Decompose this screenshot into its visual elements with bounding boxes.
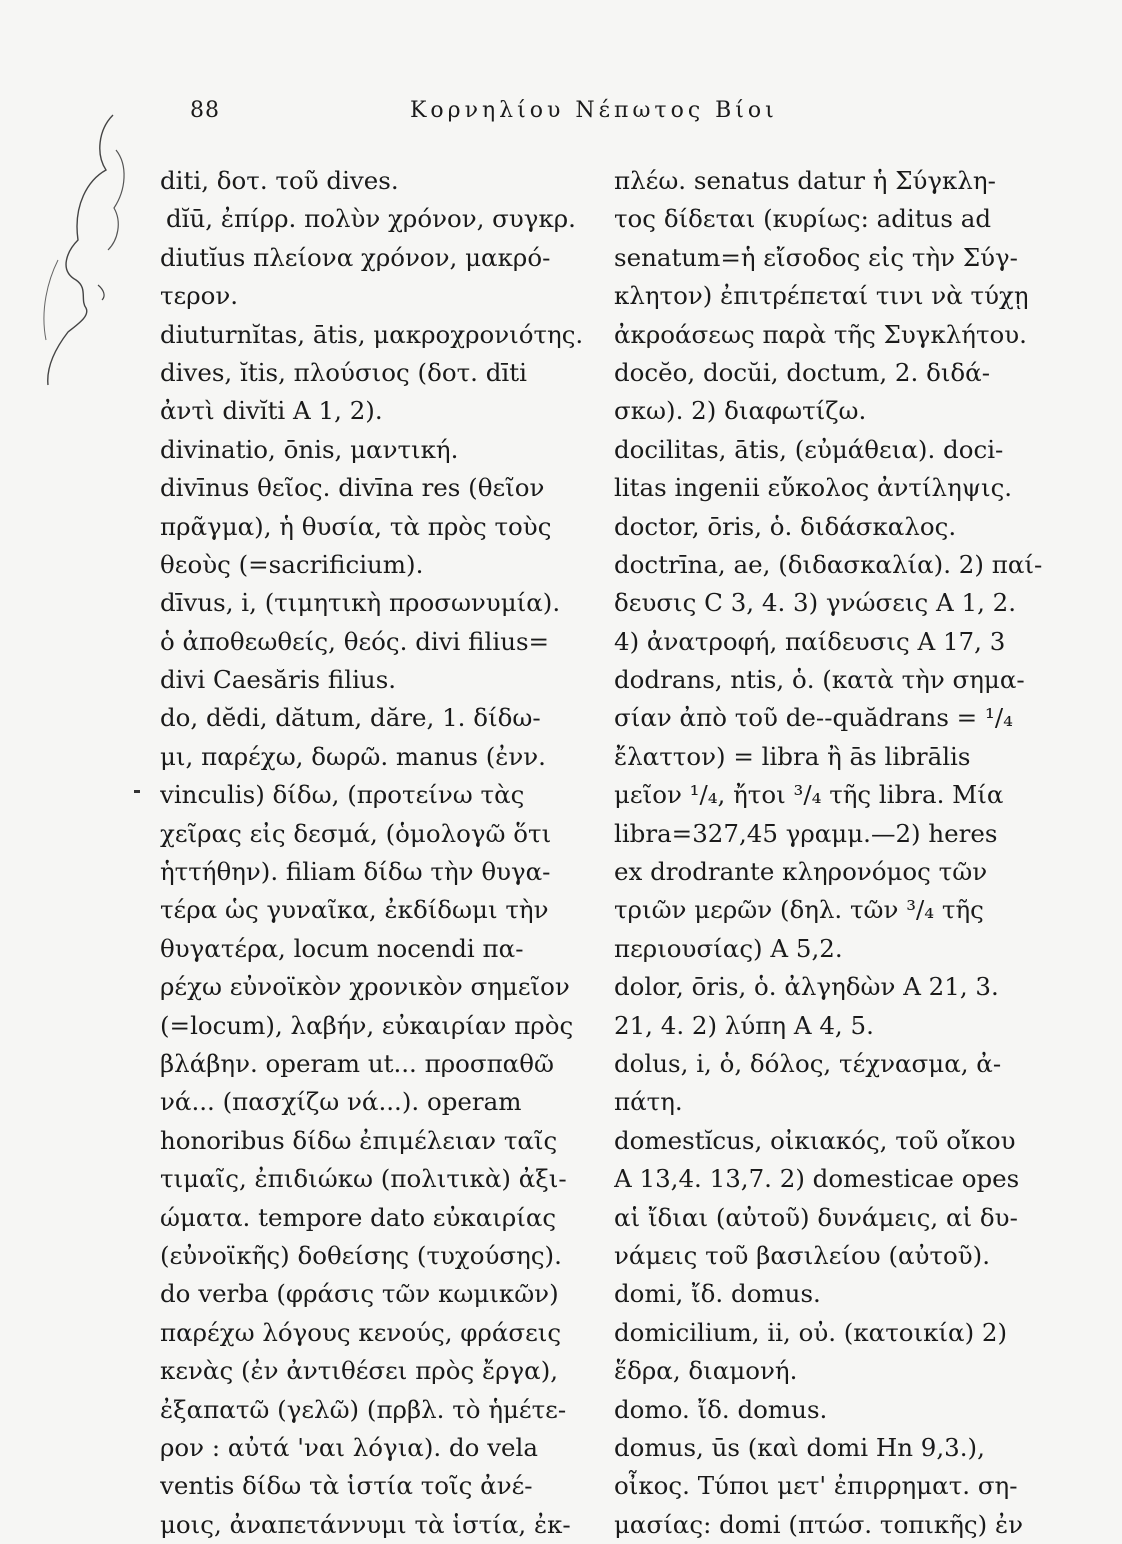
text-line: τος δίδεται (κυρίως: aditus ad bbox=[614, 204, 992, 234]
text-line: doctor, ōris, ὁ. διδάσκαλος. bbox=[614, 511, 957, 541]
text-line: litas ingenii εὔκολος ἀντίληψις. bbox=[614, 473, 1013, 503]
text-line: domicilium, ii, οὐ. (κατοικία) 2) bbox=[614, 1317, 1008, 1347]
text-line: senatum=ἡ εἴσοδος εἰς τὴν Σύγ- bbox=[614, 242, 1018, 272]
text-line: κλητον) ἐπιτρέπεταί τινι νὰ τύχῃ bbox=[614, 281, 1029, 311]
text-line: ἐξαπατῶ (γελῶ) (πρβλ. τὸ ἡμέτε- bbox=[160, 1394, 567, 1424]
text-line: νά... (πασχίζω νά...). operam bbox=[160, 1087, 522, 1117]
text-line: μοις, ἀναπετάννυμι τὰ ἱστία, ἐκ- bbox=[160, 1509, 571, 1539]
text-line: domus, ūs (καὶ domi Hn 9,3.), bbox=[614, 1432, 985, 1462]
text-line: dĭū, ἐπίρρ. πολὺν χρόνον, συγκρ. bbox=[166, 204, 576, 234]
text-line: ὁ ἀποθεωθείς, θεός. divi filius= bbox=[160, 626, 550, 656]
text-line: 21, 4. 2) λύπη A 4, 5. bbox=[614, 1010, 874, 1040]
text-line: ἀκροάσεως παρὰ τῆς Συγκλήτου. bbox=[614, 319, 1027, 349]
text-line: μασίας: domi (πτώσ. τοπικῆς) ἐν bbox=[614, 1509, 1023, 1539]
text-line: σκω). 2) διαφωτίζω. bbox=[614, 396, 867, 426]
text-line: honoribus δίδω ἐπιμέλειαν ταῖς bbox=[160, 1125, 558, 1155]
text-line: αἱ ἴδιαι (αὐτοῦ) δυνάμεις, αἱ δυ- bbox=[614, 1202, 1018, 1232]
text-line: σίαν ἀπὸ τοῦ de--quădrans = ¹/₄ bbox=[614, 703, 1013, 733]
text-line: divīnus θεῖος. divīna res (θεῖον bbox=[160, 473, 545, 503]
text-line: πάτη. bbox=[614, 1087, 683, 1117]
margin-mark bbox=[134, 790, 140, 793]
text-line: ex drodrante κληρονόμος τῶν bbox=[614, 857, 988, 887]
text-line: (=locum), λαβήν, εὐκαιρίαν πρὸς bbox=[160, 1010, 574, 1040]
text-line: πρᾶγμα), ἡ θυσία, τὰ πρὸς τοὺς bbox=[160, 511, 552, 541]
text-line: ἀντὶ divĭti A 1, 2). bbox=[160, 396, 383, 426]
text-line: do, dĕdi, dătum, dăre, 1. δίδω- bbox=[160, 703, 541, 733]
text-line: θυγατέρα, locum nocendi πα- bbox=[160, 933, 524, 963]
text-line: libra=327,45 γραμμ.—2) heres bbox=[614, 818, 998, 848]
text-line: περιουσίας) A 5,2. bbox=[614, 933, 843, 963]
text-line: dīvus, i, (τιμητικὴ προσωνυμία). bbox=[160, 588, 561, 618]
margin-sketch-profile bbox=[18, 110, 138, 390]
text-line: dolor, ōris, ὁ. ἀλγηδὼν A 21, 3. bbox=[614, 972, 999, 1002]
page-number: 88 bbox=[190, 98, 220, 123]
text-line: τιμαῖς, ἐπιδιώκω (πολιτικὰ) ἀξι- bbox=[160, 1164, 567, 1194]
text-line: domo. ἴδ. domus. bbox=[614, 1394, 828, 1424]
text-line: diutĭus πλείονα χρόνον, μακρό- bbox=[160, 242, 551, 272]
text-line: domi, ἴδ. domus. bbox=[614, 1279, 821, 1309]
text-line: μι, παρέχω, δωρῶ. manus (ἐνν. bbox=[160, 741, 546, 771]
text-line: παρέχω λόγους κενούς, φράσεις bbox=[160, 1317, 562, 1347]
right-column bbox=[614, 162, 1069, 1544]
text-line: divi Caesăris filius. bbox=[160, 665, 397, 695]
text-line: τέρα ὡς γυναῖκα, ἐκδίδωμι τὴν bbox=[160, 895, 549, 925]
text-line: ἔλαττον) = libra ἢ ās librālis bbox=[614, 741, 971, 771]
text-line: dodrans, ntis, ὁ. (κατὰ τὴν σημα- bbox=[614, 665, 1025, 695]
text-line: docilitas, ātis, (εὐμάθεια). doci- bbox=[614, 434, 1004, 464]
text-line: ρέχω εὐνοϊκὸν χρονικὸν σημεῖον bbox=[160, 972, 570, 1002]
text-line: vinculis) δίδω, (προτείνω τὰς bbox=[160, 780, 525, 810]
left-column bbox=[160, 162, 590, 1544]
text-line: πλέω. senatus datur ἡ Σύγκλη- bbox=[614, 166, 996, 195]
text-line: diuturnĭtas, ātis, μακροχρονιότης. bbox=[160, 319, 584, 349]
text-line: κενὰς (ἐν ἀντιθέσει πρὸς ἔργα), bbox=[160, 1356, 559, 1386]
text-line: 4) ἀνατροφή, παίδευσις A 17, 3 bbox=[614, 626, 1006, 656]
text-line: dives, ĭtis, πλούσιος (δοτ. dīti bbox=[160, 357, 527, 387]
text-line: οἶκος. Τύποι μετ' ἐπιρρηματ. ση- bbox=[614, 1471, 1018, 1501]
text-line: ἡττήθην). filiam δίδω τὴν θυγα- bbox=[160, 857, 551, 887]
text-line: divinatio, ōnis, μαντική. bbox=[160, 434, 459, 464]
text-line: μεῖον ¹/₄, ἤτοι ³/₄ τῆς libra. Μία bbox=[614, 780, 1004, 810]
text-line: ώματα. tempore dato εὐκαιρίας bbox=[160, 1202, 557, 1232]
text-line: ἕδρα, διαμονή. bbox=[614, 1356, 798, 1386]
text-line: docĕo, docŭi, doctum, 2. διδά- bbox=[614, 357, 991, 387]
text-line: τριῶν μερῶν (δηλ. τῶν ³/₄ τῆς bbox=[614, 895, 984, 925]
text-line: τερον. bbox=[160, 281, 239, 311]
text-line: diti, δοτ. τοῦ dives. bbox=[160, 166, 399, 195]
text-line: νάμεις τοῦ βασιλείου (αὐτοῦ). bbox=[614, 1240, 990, 1270]
text-line: A 13,4. 13,7. 2) domesticae opes bbox=[614, 1164, 1020, 1194]
text-line: (εὐνοϊκῆς) δοθείσης (τυχούσης). bbox=[160, 1240, 562, 1270]
text-line: ventis δίδω τὰ ἱστία τοῖς ἀνέ- bbox=[160, 1471, 533, 1501]
running-title: Κορνηλίου Νέπωτος Βίοι bbox=[410, 98, 778, 123]
text-line: θεοὺς (=sacrificium). bbox=[160, 549, 424, 579]
text-line: χεῖρας εἰς δεσμά, (ὁμολογῶ ὅτι bbox=[160, 818, 552, 848]
text-line: doctrīna, ae, (διδασκαλία). 2) παί- bbox=[614, 549, 1043, 579]
text-line: βλάβην. operam ut... προσπαθῶ bbox=[160, 1048, 554, 1078]
page-header bbox=[190, 98, 1060, 128]
text-line: ρον : αὐτά 'ναι λόγια). do vela bbox=[160, 1432, 538, 1462]
text-line: δευσις C 3, 4. 3) γνώσεις A 1, 2. bbox=[614, 588, 1017, 618]
text-line: domestĭcus, οἰκιακός, τοῦ οἴκου bbox=[614, 1125, 1016, 1155]
text-line: dolus, i, ὁ, δόλος, τέχνασμα, ἀ- bbox=[614, 1048, 1002, 1078]
text-line: do verba (φράσις τῶν κωμικῶν) bbox=[160, 1279, 559, 1309]
